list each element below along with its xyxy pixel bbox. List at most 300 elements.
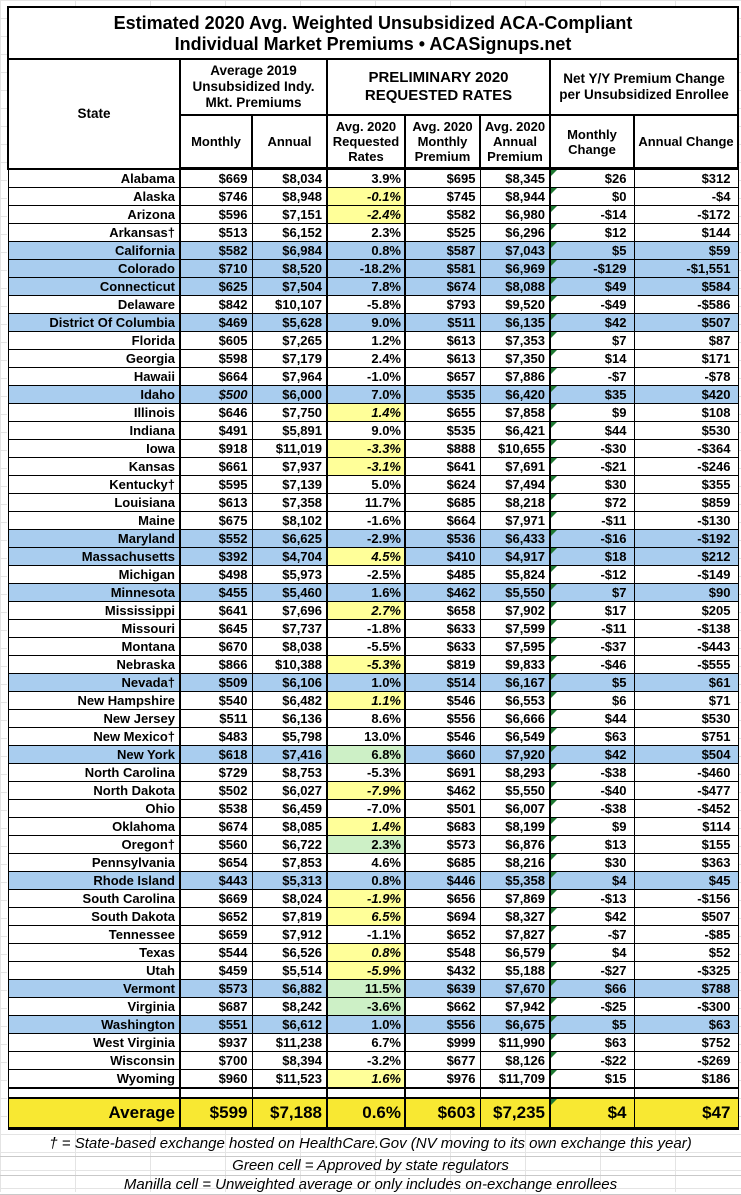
cell-2019-monthly[interactable]: $646 xyxy=(180,404,252,422)
cell-requested-rate[interactable]: -1.9% xyxy=(327,890,405,908)
cell-2019-monthly[interactable]: $670 xyxy=(180,638,252,656)
cell-2019-annual[interactable]: $7,964 xyxy=(252,368,327,386)
cell-state[interactable]: Alaska xyxy=(8,188,180,206)
cell-2020-monthly-premium[interactable]: $652 xyxy=(405,926,480,944)
cell-2019-annual[interactable]: $8,520 xyxy=(252,260,327,278)
cell-requested-rate[interactable]: 2.3% xyxy=(327,224,405,242)
cell-state[interactable]: Illinois xyxy=(8,404,180,422)
cell-2020-annual-premium[interactable]: $10,655 xyxy=(480,440,550,458)
cell-monthly-change[interactable]: -$27 xyxy=(550,962,634,980)
cell-requested-rate[interactable]: 2.3% xyxy=(327,836,405,854)
cell-2019-annual[interactable]: $7,937 xyxy=(252,458,327,476)
cell-monthly-change[interactable]: $9 xyxy=(550,404,634,422)
cell-requested-rate[interactable]: -5.5% xyxy=(327,638,405,656)
cell-annual-change[interactable]: -$586 xyxy=(634,296,738,314)
cell-2020-monthly-premium[interactable]: $410 xyxy=(405,548,480,566)
cell-2020-annual-premium[interactable]: $7,691 xyxy=(480,458,550,476)
cell-annual-change[interactable]: $108 xyxy=(634,404,738,422)
cell-2019-monthly[interactable]: $661 xyxy=(180,458,252,476)
cell-monthly-change[interactable]: $42 xyxy=(550,746,634,764)
cell-2019-annual[interactable]: $7,912 xyxy=(252,926,327,944)
cell-2020-annual-premium[interactable]: $8,345 xyxy=(480,169,550,188)
cell-monthly-change[interactable]: -$21 xyxy=(550,458,634,476)
cell-2019-monthly[interactable]: $509 xyxy=(180,674,252,692)
cell-state[interactable]: Massachusetts xyxy=(8,548,180,566)
cell-2020-annual-premium[interactable]: $8,088 xyxy=(480,278,550,296)
cell-requested-rate[interactable]: 6.7% xyxy=(327,1034,405,1052)
cell-monthly-change[interactable]: -$129 xyxy=(550,260,634,278)
cell-2019-monthly[interactable]: $960 xyxy=(180,1070,252,1089)
cell-2020-annual-premium[interactable]: $5,824 xyxy=(480,566,550,584)
cell-2019-annual[interactable]: $7,188 xyxy=(252,1098,327,1129)
cell-requested-rate[interactable]: 0.8% xyxy=(327,242,405,260)
cell-2019-annual[interactable]: $8,242 xyxy=(252,998,327,1016)
cell-monthly-change[interactable]: $30 xyxy=(550,476,634,494)
cell-2019-annual[interactable]: $5,973 xyxy=(252,566,327,584)
cell-requested-rate[interactable]: 4.5% xyxy=(327,548,405,566)
cell-2019-annual[interactable]: $6,612 xyxy=(252,1016,327,1034)
cell-monthly-change[interactable]: $4 xyxy=(550,944,634,962)
cell-requested-rate[interactable]: 7.8% xyxy=(327,278,405,296)
cell-state[interactable]: Wisconsin xyxy=(8,1052,180,1070)
cell-monthly-change[interactable]: $72 xyxy=(550,494,634,512)
cell-annual-change[interactable]: -$138 xyxy=(634,620,738,638)
cell-2020-annual-premium[interactable]: $6,135 xyxy=(480,314,550,332)
cell-2020-annual-premium[interactable]: $5,550 xyxy=(480,782,550,800)
cell-2020-monthly-premium[interactable]: $685 xyxy=(405,854,480,872)
cell-state[interactable]: Connecticut xyxy=(8,278,180,296)
cell-2020-annual-premium[interactable]: $8,327 xyxy=(480,908,550,926)
cell-2020-annual-premium[interactable]: $6,433 xyxy=(480,530,550,548)
cell-2019-monthly[interactable]: $652 xyxy=(180,908,252,926)
cell-2019-annual[interactable]: $6,722 xyxy=(252,836,327,854)
cell-requested-rate[interactable]: 1.6% xyxy=(327,584,405,602)
cell-2019-annual[interactable]: $8,034 xyxy=(252,169,327,188)
cell-annual-change[interactable]: $212 xyxy=(634,548,738,566)
cell-state[interactable]: West Virginia xyxy=(8,1034,180,1052)
cell-requested-rate[interactable]: 1.0% xyxy=(327,1016,405,1034)
cell-2020-monthly-premium[interactable]: $888 xyxy=(405,440,480,458)
cell-2020-monthly-premium[interactable]: $656 xyxy=(405,890,480,908)
cell-annual-change[interactable]: -$4 xyxy=(634,188,738,206)
cell-2020-annual-premium[interactable]: $6,876 xyxy=(480,836,550,854)
cell-2020-annual-premium[interactable]: $8,944 xyxy=(480,188,550,206)
cell-2020-annual-premium[interactable]: $6,980 xyxy=(480,206,550,224)
cell-2019-annual[interactable]: $7,151 xyxy=(252,206,327,224)
cell-annual-change[interactable]: $507 xyxy=(634,314,738,332)
cell-annual-change[interactable]: $90 xyxy=(634,584,738,602)
cell-requested-rate[interactable]: -1.6% xyxy=(327,512,405,530)
cell-annual-change[interactable]: $171 xyxy=(634,350,738,368)
cell-state[interactable]: Missouri xyxy=(8,620,180,638)
cell-monthly-change[interactable]: $63 xyxy=(550,1034,634,1052)
cell-state[interactable]: Idaho xyxy=(8,386,180,404)
cell-2020-annual-premium[interactable]: $8,293 xyxy=(480,764,550,782)
cell-requested-rate[interactable]: 0.8% xyxy=(327,872,405,890)
cell-2020-monthly-premium[interactable]: $514 xyxy=(405,674,480,692)
cell-2019-monthly[interactable]: $842 xyxy=(180,296,252,314)
cell-2019-monthly[interactable]: $455 xyxy=(180,584,252,602)
cell-2020-annual-premium[interactable]: $7,869 xyxy=(480,890,550,908)
cell-requested-rate[interactable]: 6.8% xyxy=(327,746,405,764)
cell-2020-monthly-premium[interactable]: $633 xyxy=(405,620,480,638)
cell-2020-annual-premium[interactable]: $8,199 xyxy=(480,818,550,836)
cell-2019-monthly[interactable]: $596 xyxy=(180,206,252,224)
cell-annual-change[interactable]: -$269 xyxy=(634,1052,738,1070)
cell-2020-monthly-premium[interactable]: $976 xyxy=(405,1070,480,1089)
cell-2020-annual-premium[interactable]: $5,550 xyxy=(480,584,550,602)
cell-state[interactable]: District Of Columbia xyxy=(8,314,180,332)
cell-monthly-change[interactable]: $5 xyxy=(550,674,634,692)
cell-2019-annual[interactable]: $8,102 xyxy=(252,512,327,530)
cell-2019-monthly[interactable]: $560 xyxy=(180,836,252,854)
cell-requested-rate[interactable]: -3.6% xyxy=(327,998,405,1016)
cell-2020-monthly-premium[interactable]: $691 xyxy=(405,764,480,782)
cell-2020-monthly-premium[interactable]: $685 xyxy=(405,494,480,512)
cell-2019-annual[interactable]: $5,460 xyxy=(252,584,327,602)
cell-state[interactable]: Colorado xyxy=(8,260,180,278)
cell-2020-monthly-premium[interactable]: $511 xyxy=(405,314,480,332)
cell-state[interactable]: Rhode Island xyxy=(8,872,180,890)
cell-2019-monthly[interactable]: $918 xyxy=(180,440,252,458)
cell-requested-rate[interactable]: 2.7% xyxy=(327,602,405,620)
cell-2020-annual-premium[interactable]: $7,670 xyxy=(480,980,550,998)
cell-requested-rate[interactable]: 1.0% xyxy=(327,674,405,692)
cell-monthly-change[interactable]: -$40 xyxy=(550,782,634,800)
cell-annual-change[interactable]: $59 xyxy=(634,242,738,260)
cell-2020-annual-premium[interactable]: $7,858 xyxy=(480,404,550,422)
cell-2020-monthly-premium[interactable]: $677 xyxy=(405,1052,480,1070)
cell-2019-annual[interactable]: $8,948 xyxy=(252,188,327,206)
cell-2019-monthly[interactable]: $552 xyxy=(180,530,252,548)
cell-2019-monthly[interactable]: $937 xyxy=(180,1034,252,1052)
cell-state[interactable]: Vermont xyxy=(8,980,180,998)
cell-2019-monthly[interactable]: $654 xyxy=(180,854,252,872)
cell-monthly-change[interactable]: -$38 xyxy=(550,764,634,782)
cell-2020-annual-premium[interactable]: $6,553 xyxy=(480,692,550,710)
cell-requested-rate[interactable]: -5.8% xyxy=(327,296,405,314)
cell-annual-change[interactable]: $87 xyxy=(634,332,738,350)
cell-annual-change[interactable]: -$460 xyxy=(634,764,738,782)
cell-2019-annual[interactable]: $5,891 xyxy=(252,422,327,440)
cell-2019-monthly[interactable]: $598 xyxy=(180,350,252,368)
cell-2019-monthly[interactable]: $502 xyxy=(180,782,252,800)
cell-2020-monthly-premium[interactable]: $546 xyxy=(405,728,480,746)
cell-2020-annual-premium[interactable]: $5,188 xyxy=(480,962,550,980)
cell-requested-rate[interactable]: 1.4% xyxy=(327,818,405,836)
cell-requested-rate[interactable]: 1.6% xyxy=(327,1070,405,1089)
cell-annual-change[interactable]: -$172 xyxy=(634,206,738,224)
cell-requested-rate[interactable]: 1.1% xyxy=(327,692,405,710)
cell-monthly-change[interactable]: -$46 xyxy=(550,656,634,674)
cell-annual-change[interactable]: $144 xyxy=(634,224,738,242)
cell-2020-annual-premium[interactable]: $7,827 xyxy=(480,926,550,944)
cell-2020-annual-premium[interactable]: $7,599 xyxy=(480,620,550,638)
cell-2019-monthly[interactable]: $595 xyxy=(180,476,252,494)
cell-monthly-change[interactable]: $15 xyxy=(550,1070,634,1089)
cell-state[interactable]: Tennessee xyxy=(8,926,180,944)
cell-monthly-change[interactable]: $12 xyxy=(550,224,634,242)
cell-2019-annual[interactable]: $6,526 xyxy=(252,944,327,962)
cell-annual-change[interactable]: $355 xyxy=(634,476,738,494)
cell-2019-monthly[interactable]: $491 xyxy=(180,422,252,440)
cell-requested-rate[interactable]: -5.3% xyxy=(327,764,405,782)
cell-state[interactable]: Indiana xyxy=(8,422,180,440)
cell-annual-change[interactable]: -$246 xyxy=(634,458,738,476)
cell-2019-annual[interactable]: $5,514 xyxy=(252,962,327,980)
cell-2020-monthly-premium[interactable]: $536 xyxy=(405,530,480,548)
cell-requested-rate[interactable]: 1.4% xyxy=(327,404,405,422)
cell-2019-monthly[interactable]: $544 xyxy=(180,944,252,962)
cell-2020-monthly-premium[interactable]: $535 xyxy=(405,386,480,404)
cell-state[interactable]: Oklahoma xyxy=(8,818,180,836)
cell-2019-monthly[interactable]: $538 xyxy=(180,800,252,818)
cell-monthly-change[interactable]: $26 xyxy=(550,169,634,188)
cell-annual-change[interactable]: $859 xyxy=(634,494,738,512)
cell-2020-monthly-premium[interactable]: $633 xyxy=(405,638,480,656)
cell-state[interactable]: Minnesota xyxy=(8,584,180,602)
cell-state[interactable]: Alabama xyxy=(8,169,180,188)
cell-annual-change[interactable]: $155 xyxy=(634,836,738,854)
cell-annual-change[interactable]: $530 xyxy=(634,710,738,728)
cell-2019-monthly[interactable]: $459 xyxy=(180,962,252,980)
cell-2020-annual-premium[interactable]: $6,420 xyxy=(480,386,550,404)
cell-2019-annual[interactable]: $6,136 xyxy=(252,710,327,728)
cell-2019-annual[interactable]: $5,313 xyxy=(252,872,327,890)
cell-2019-monthly[interactable]: $483 xyxy=(180,728,252,746)
cell-requested-rate[interactable]: 3.9% xyxy=(327,169,405,188)
cell-monthly-change[interactable]: $63 xyxy=(550,728,634,746)
cell-2019-monthly[interactable]: $540 xyxy=(180,692,252,710)
cell-2019-annual[interactable]: $8,024 xyxy=(252,890,327,908)
cell-requested-rate[interactable]: 0.8% xyxy=(327,944,405,962)
cell-2019-annual[interactable]: $7,853 xyxy=(252,854,327,872)
cell-annual-change[interactable]: -$555 xyxy=(634,656,738,674)
cell-2019-monthly[interactable]: $443 xyxy=(180,872,252,890)
cell-2020-monthly-premium[interactable]: $573 xyxy=(405,836,480,854)
cell-2020-annual-premium[interactable]: $6,549 xyxy=(480,728,550,746)
cell-2019-monthly[interactable]: $618 xyxy=(180,746,252,764)
cell-2019-annual[interactable]: $7,750 xyxy=(252,404,327,422)
cell-2020-monthly-premium[interactable]: $683 xyxy=(405,818,480,836)
cell-monthly-change[interactable]: $14 xyxy=(550,350,634,368)
cell-2020-monthly-premium[interactable]: $603 xyxy=(405,1098,480,1129)
cell-state[interactable]: Oregon† xyxy=(8,836,180,854)
cell-state[interactable]: Michigan xyxy=(8,566,180,584)
cell-state[interactable]: Florida xyxy=(8,332,180,350)
cell-2020-annual-premium[interactable]: $7,595 xyxy=(480,638,550,656)
cell-requested-rate[interactable]: -3.2% xyxy=(327,1052,405,1070)
cell-annual-change[interactable]: $114 xyxy=(634,818,738,836)
cell-2019-annual[interactable]: $6,482 xyxy=(252,692,327,710)
cell-2020-monthly-premium[interactable]: $546 xyxy=(405,692,480,710)
cell-2020-annual-premium[interactable]: $8,126 xyxy=(480,1052,550,1070)
cell-2019-monthly[interactable]: $664 xyxy=(180,368,252,386)
cell-state[interactable]: North Dakota xyxy=(8,782,180,800)
cell-state[interactable]: Georgia xyxy=(8,350,180,368)
cell-2019-annual[interactable]: $6,984 xyxy=(252,242,327,260)
cell-monthly-change[interactable]: $4 xyxy=(550,1098,634,1129)
cell-monthly-change[interactable]: -$7 xyxy=(550,368,634,386)
cell-requested-rate[interactable]: 5.0% xyxy=(327,476,405,494)
cell-state[interactable]: South Carolina xyxy=(8,890,180,908)
cell-2019-monthly[interactable]: $659 xyxy=(180,926,252,944)
cell-2019-annual[interactable]: $10,388 xyxy=(252,656,327,674)
cell-annual-change[interactable]: $61 xyxy=(634,674,738,692)
cell-2019-monthly[interactable]: $551 xyxy=(180,1016,252,1034)
cell-monthly-change[interactable]: $18 xyxy=(550,548,634,566)
cell-requested-rate[interactable]: 4.6% xyxy=(327,854,405,872)
cell-monthly-change[interactable]: -$14 xyxy=(550,206,634,224)
cell-2020-monthly-premium[interactable]: $587 xyxy=(405,242,480,260)
cell-monthly-change[interactable]: $42 xyxy=(550,908,634,926)
cell-2019-annual[interactable]: $4,704 xyxy=(252,548,327,566)
cell-annual-change[interactable]: $63 xyxy=(634,1016,738,1034)
cell-2020-monthly-premium[interactable]: $664 xyxy=(405,512,480,530)
cell-state[interactable]: Average xyxy=(8,1098,180,1129)
cell-state[interactable]: Ohio xyxy=(8,800,180,818)
cell-requested-rate[interactable]: -1.8% xyxy=(327,620,405,638)
cell-state[interactable]: New Hampshire xyxy=(8,692,180,710)
cell-2020-annual-premium[interactable]: $9,833 xyxy=(480,656,550,674)
cell-2019-annual[interactable]: $7,139 xyxy=(252,476,327,494)
cell-2020-annual-premium[interactable]: $6,421 xyxy=(480,422,550,440)
cell-state[interactable]: Mississippi xyxy=(8,602,180,620)
cell-2020-monthly-premium[interactable]: $485 xyxy=(405,566,480,584)
cell-state[interactable]: Nevada† xyxy=(8,674,180,692)
cell-2019-monthly[interactable]: $669 xyxy=(180,169,252,188)
cell-2020-annual-premium[interactable]: $8,216 xyxy=(480,854,550,872)
cell-state[interactable]: Utah xyxy=(8,962,180,980)
cell-annual-change[interactable]: -$149 xyxy=(634,566,738,584)
cell-2020-annual-premium[interactable]: $11,990 xyxy=(480,1034,550,1052)
cell-annual-change[interactable]: -$364 xyxy=(634,440,738,458)
cell-2019-annual[interactable]: $7,696 xyxy=(252,602,327,620)
cell-2019-annual[interactable]: $6,106 xyxy=(252,674,327,692)
cell-monthly-change[interactable]: $4 xyxy=(550,872,634,890)
cell-2020-monthly-premium[interactable]: $624 xyxy=(405,476,480,494)
cell-2019-monthly[interactable]: $641 xyxy=(180,602,252,620)
cell-2020-annual-premium[interactable]: $6,969 xyxy=(480,260,550,278)
cell-2019-monthly[interactable]: $729 xyxy=(180,764,252,782)
cell-2019-monthly[interactable]: $599 xyxy=(180,1098,252,1129)
cell-2019-annual[interactable]: $7,179 xyxy=(252,350,327,368)
cell-monthly-change[interactable]: $13 xyxy=(550,836,634,854)
cell-2020-monthly-premium[interactable]: $432 xyxy=(405,962,480,980)
cell-2019-monthly[interactable]: $582 xyxy=(180,242,252,260)
cell-2020-monthly-premium[interactable]: $581 xyxy=(405,260,480,278)
cell-2019-annual[interactable]: $7,737 xyxy=(252,620,327,638)
cell-requested-rate[interactable]: 2.4% xyxy=(327,350,405,368)
cell-2019-monthly[interactable]: $746 xyxy=(180,188,252,206)
cell-requested-rate[interactable]: 9.0% xyxy=(327,422,405,440)
cell-2020-annual-premium[interactable]: $7,942 xyxy=(480,998,550,1016)
cell-monthly-change[interactable]: $7 xyxy=(550,584,634,602)
cell-requested-rate[interactable]: -7.0% xyxy=(327,800,405,818)
cell-monthly-change[interactable]: $49 xyxy=(550,278,634,296)
cell-annual-change[interactable]: $47 xyxy=(634,1098,738,1129)
cell-2019-monthly[interactable]: $498 xyxy=(180,566,252,584)
cell-requested-rate[interactable]: 0.6% xyxy=(327,1098,405,1129)
cell-requested-rate[interactable]: 13.0% xyxy=(327,728,405,746)
cell-monthly-change[interactable]: $5 xyxy=(550,1016,634,1034)
cell-2019-monthly[interactable]: $500 xyxy=(180,386,252,404)
cell-annual-change[interactable]: -$130 xyxy=(634,512,738,530)
cell-monthly-change[interactable]: -$11 xyxy=(550,620,634,638)
cell-state[interactable]: South Dakota xyxy=(8,908,180,926)
cell-monthly-change[interactable]: -$30 xyxy=(550,440,634,458)
cell-annual-change[interactable]: $363 xyxy=(634,854,738,872)
cell-annual-change[interactable]: -$443 xyxy=(634,638,738,656)
cell-2020-monthly-premium[interactable]: $662 xyxy=(405,998,480,1016)
cell-monthly-change[interactable]: $0 xyxy=(550,188,634,206)
cell-annual-change[interactable]: $45 xyxy=(634,872,738,890)
cell-annual-change[interactable]: -$1,551 xyxy=(634,260,738,278)
cell-2020-monthly-premium[interactable]: $639 xyxy=(405,980,480,998)
cell-requested-rate[interactable]: 9.0% xyxy=(327,314,405,332)
cell-requested-rate[interactable]: 8.6% xyxy=(327,710,405,728)
cell-state[interactable]: Kansas xyxy=(8,458,180,476)
cell-2020-annual-premium[interactable]: $6,296 xyxy=(480,224,550,242)
cell-2019-monthly[interactable]: $866 xyxy=(180,656,252,674)
cell-2019-annual[interactable]: $7,819 xyxy=(252,908,327,926)
cell-2020-monthly-premium[interactable]: $525 xyxy=(405,224,480,242)
cell-2020-annual-premium[interactable]: $7,886 xyxy=(480,368,550,386)
cell-2019-monthly[interactable]: $613 xyxy=(180,494,252,512)
cell-monthly-change[interactable]: $7 xyxy=(550,332,634,350)
cell-requested-rate[interactable]: -3.1% xyxy=(327,458,405,476)
cell-2019-monthly[interactable]: $469 xyxy=(180,314,252,332)
cell-monthly-change[interactable]: $42 xyxy=(550,314,634,332)
cell-requested-rate[interactable]: 11.7% xyxy=(327,494,405,512)
cell-state[interactable]: Arkansas† xyxy=(8,224,180,242)
cell-state[interactable]: Nebraska xyxy=(8,656,180,674)
cell-requested-rate[interactable]: 1.2% xyxy=(327,332,405,350)
cell-2019-annual[interactable]: $7,504 xyxy=(252,278,327,296)
cell-monthly-change[interactable]: -$25 xyxy=(550,998,634,1016)
cell-2020-annual-premium[interactable]: $6,675 xyxy=(480,1016,550,1034)
cell-annual-change[interactable]: $205 xyxy=(634,602,738,620)
cell-2019-annual[interactable]: $11,238 xyxy=(252,1034,327,1052)
cell-2020-monthly-premium[interactable]: $695 xyxy=(405,169,480,188)
cell-2020-annual-premium[interactable]: $7,353 xyxy=(480,332,550,350)
cell-2019-annual[interactable]: $6,152 xyxy=(252,224,327,242)
cell-monthly-change[interactable]: $30 xyxy=(550,854,634,872)
cell-2020-monthly-premium[interactable]: $660 xyxy=(405,746,480,764)
cell-2020-annual-premium[interactable]: $4,917 xyxy=(480,548,550,566)
cell-2019-monthly[interactable]: $700 xyxy=(180,1052,252,1070)
cell-2020-monthly-premium[interactable]: $655 xyxy=(405,404,480,422)
cell-annual-change[interactable]: -$85 xyxy=(634,926,738,944)
cell-monthly-change[interactable]: $35 xyxy=(550,386,634,404)
cell-requested-rate[interactable]: 11.5% xyxy=(327,980,405,998)
cell-2020-monthly-premium[interactable]: $641 xyxy=(405,458,480,476)
cell-state[interactable]: Montana xyxy=(8,638,180,656)
cell-monthly-change[interactable]: $44 xyxy=(550,710,634,728)
cell-2020-annual-premium[interactable]: $7,235 xyxy=(480,1098,550,1129)
cell-2020-annual-premium[interactable]: $6,579 xyxy=(480,944,550,962)
cell-requested-rate[interactable]: -0.1% xyxy=(327,188,405,206)
cell-annual-change[interactable]: $751 xyxy=(634,728,738,746)
cell-state[interactable]: New Mexico† xyxy=(8,728,180,746)
cell-state[interactable]: Virginia xyxy=(8,998,180,1016)
cell-2019-annual[interactable]: $7,416 xyxy=(252,746,327,764)
cell-2020-monthly-premium[interactable]: $548 xyxy=(405,944,480,962)
cell-2019-monthly[interactable]: $573 xyxy=(180,980,252,998)
cell-2019-annual[interactable]: $5,798 xyxy=(252,728,327,746)
cell-state[interactable]: Texas xyxy=(8,944,180,962)
cell-annual-change[interactable]: $507 xyxy=(634,908,738,926)
